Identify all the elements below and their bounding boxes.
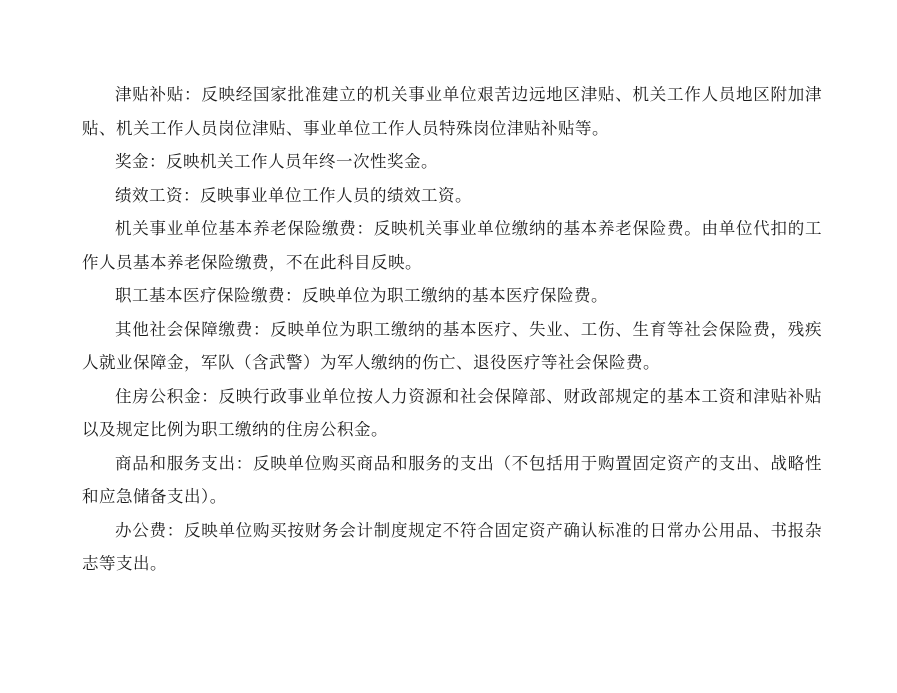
paragraph-other-social-security: 其他社会保障缴费：反映单位为职工缴纳的基本医疗、失业、工伤、生育等社会保险费，残疾人就业保障金，军队（含武警）为军人缴纳的伤亡、退役医疗等社会保险费。	[82, 319, 822, 372]
paragraph-bonus: 奖金：反映机关工作人员年终一次性奖金。	[115, 152, 438, 171]
paragraph-goods-services: 商品和服务支出：反映单位购买商品和服务的支出（不包括用于购置固定资产的支出、战略性和应急储备支出）。	[82, 453, 822, 506]
paragraph-performance-pay: 绩效工资：反映事业单位工作人员的绩效工资。	[115, 185, 472, 205]
paragraph-office-expenses: 办公费：反映单位购买按财务会计制度规定不符合固定资产确认标准的日常办公用品、书报杂志等支出。	[82, 520, 822, 573]
paragraph-medical-insurance: 职工基本医疗保险缴费：反映单位为职工缴纳的基本医疗保险费。	[115, 286, 608, 305]
paragraph-pension-insurance: 机关事业单位基本养老保险缴费：反映机关事业单位缴纳的基本养老保险费。由单位代扣的工作人员基本养老保险缴费，不在此科目反映。	[82, 219, 822, 272]
paragraph-allowances: 津贴补贴：反映经国家批准建立的机关事业单位艰苦边远地区津贴、机关工作人员地区附加津贴、机关工作人员岗位津贴、事业单位工作人员特殊岗位津贴补贴等。	[82, 85, 822, 138]
document-body	[82, 78, 822, 581]
paragraph-housing-fund: 住房公积金：反映行政事业单位按人力资源和社会保障部、财政部规定的基本工资和津贴补贴以及规定比例为职工缴纳的住房公积金。	[82, 386, 822, 439]
